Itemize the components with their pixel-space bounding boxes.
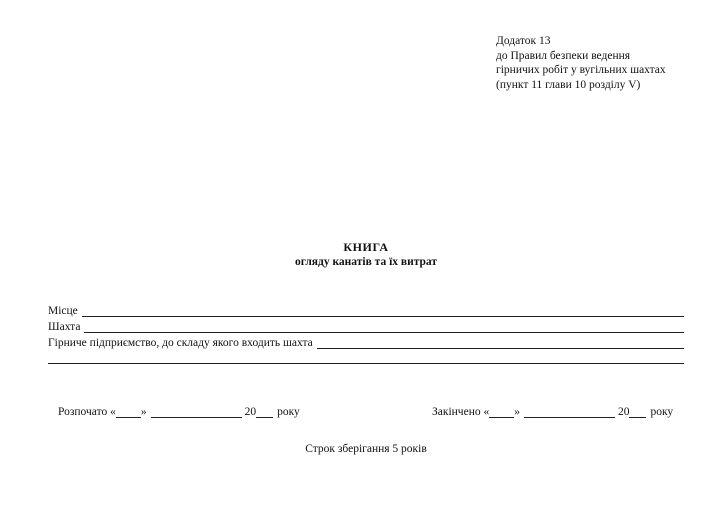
finished-label: Закінчено «: [432, 406, 490, 418]
century-label: 20: [244, 406, 257, 418]
document-title: [0, 240, 720, 270]
enterprise-continuation-line[interactable]: [48, 363, 684, 364]
enterprise-label: Гірниче підприємство, до складу якого входить шахта: [48, 337, 313, 349]
annex-title: Додаток 13: [496, 35, 551, 47]
book-title: КНИГА: [343, 240, 389, 254]
started-label: Розпочато «: [58, 406, 116, 418]
start-day-blank[interactable]: [116, 406, 141, 418]
enterprise-field[interactable]: [48, 336, 684, 350]
year-word: року: [277, 406, 300, 418]
year-word: року: [650, 406, 674, 418]
start-month-blank[interactable]: [151, 406, 242, 418]
book-subtitle: огляду канатів та їх витрат: [294, 256, 438, 268]
start-year-blank[interactable]: [256, 406, 273, 418]
storage-period: Строк зберігання 5 років: [305, 443, 427, 455]
annex-rules-line: гірничих робіт у вугільних шахтах: [496, 64, 666, 77]
mine-blank-line[interactable]: [84, 321, 684, 333]
century-label: 20: [617, 406, 630, 418]
end-day-blank[interactable]: [489, 406, 514, 418]
end-month-blank[interactable]: [524, 406, 615, 418]
end-date-row[interactable]: [432, 405, 673, 419]
annex-note: [496, 34, 666, 92]
enterprise-blank-line[interactable]: [317, 337, 684, 349]
annex-reference: (пункт 11 глави 10 розділу V): [496, 78, 641, 91]
quote-close: »: [140, 406, 147, 418]
start-date-row[interactable]: [58, 405, 300, 419]
mine-field[interactable]: [48, 320, 684, 334]
place-field[interactable]: [48, 304, 684, 318]
place-blank-line[interactable]: [82, 305, 684, 317]
mine-label: Шахта: [48, 321, 81, 333]
end-year-blank[interactable]: [629, 406, 646, 418]
place-label: Місце: [48, 305, 78, 317]
quote-close: »: [514, 406, 520, 418]
annex-rules-line: до Правил безпеки ведення: [496, 49, 631, 62]
